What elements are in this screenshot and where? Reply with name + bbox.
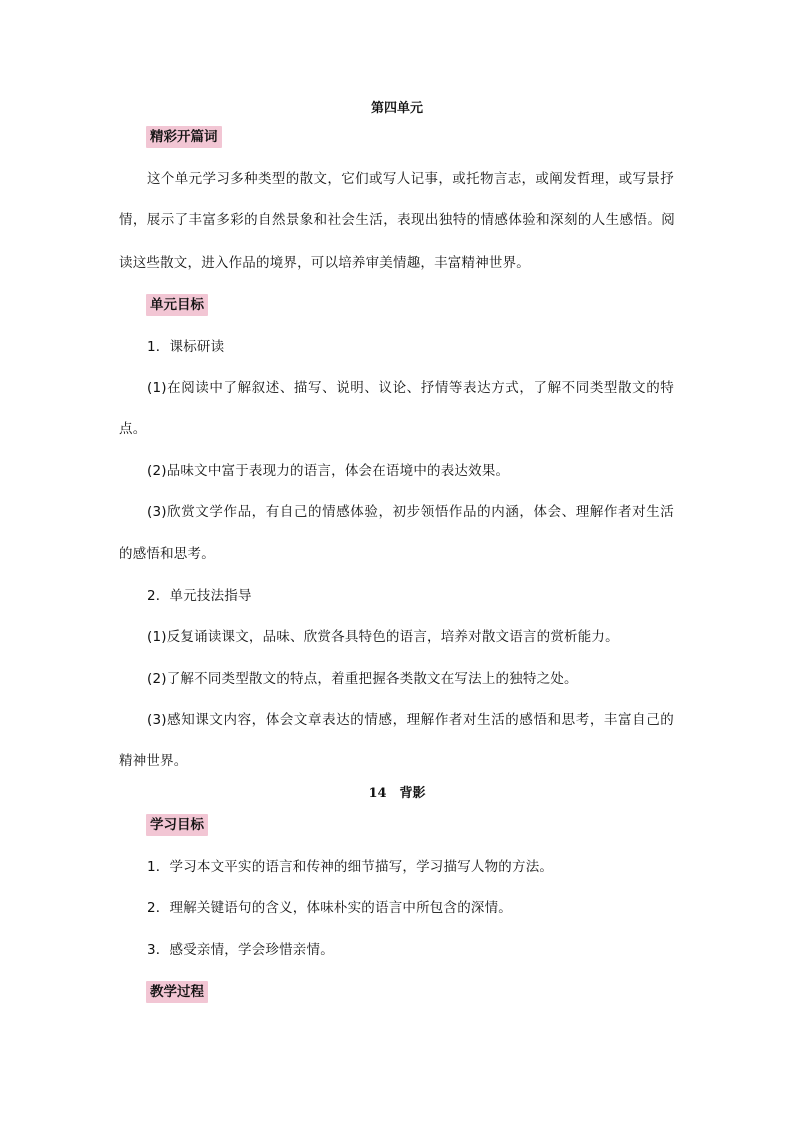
goals-q3-line2: 精神世界。 [119, 753, 188, 769]
intro-line-2: 情，展示了丰富多彩的自然景象和社会生活，表现出独特的情感体验和深刻的人生感悟。阅 [119, 212, 675, 228]
objective-3: 3．感受亲情，学会珍惜亲情。 [147, 942, 334, 958]
objectives-heading: 学习目标 [146, 814, 208, 836]
goals-q1: (1)反复诵读课文，品味、欣赏各具特色的语言，培养对散文语言的赏析能力。 [147, 629, 619, 645]
intro-line-1: 这个单元学习多种类型的散文，它们或写人记事，或托物言志，或阐发哲理，或写景抒 [147, 171, 674, 187]
goals-p2: (2)品味文中富于表现力的语言，体会在语境中的表达效果。 [147, 463, 510, 479]
goals-p3-line2: 的感悟和思考。 [119, 546, 215, 562]
intro-heading: 精彩开篇词 [146, 126, 222, 148]
goals-heading: 单元目标 [146, 294, 208, 316]
goals-part1-title: 1．课标研读 [147, 339, 225, 355]
goals-q3-line1: (3)感知课文内容，体会文章表达的情感，理解作者对生活的感悟和思考，丰富自己的 [147, 712, 674, 728]
intro-line-3: 读这些散文，进入作品的境界，可以培养审美情趣，丰富精神世界。 [119, 255, 530, 271]
lesson-title: 14 背影 [368, 786, 426, 801]
goals-part2-title: 2．单元技法指导 [147, 588, 252, 604]
goals-p3-line1: (3)欣赏文学作品，有自己的情感体验，初步领悟作品的内涵，体会、理解作者对生活 [147, 504, 674, 520]
goals-q2: (2)了解不同类型散文的特点，着重把握各类散文在写法上的独特之处。 [147, 671, 578, 687]
goals-p1-line1: (1)在阅读中了解叙述、描写、说明、议论、抒情等表达方式，了解不同类型散文的特 [147, 380, 674, 396]
goals-p1-line2: 点。 [119, 421, 147, 437]
unit-title: 第四单元 [370, 101, 423, 116]
process-heading: 教学过程 [146, 981, 208, 1003]
objective-1: 1．学习本文平实的语言和传神的细节描写，学习描写人物的方法。 [147, 859, 554, 875]
objective-2: 2．理解关键语句的含义，体味朴实的语言中所包含的深情。 [147, 900, 512, 916]
